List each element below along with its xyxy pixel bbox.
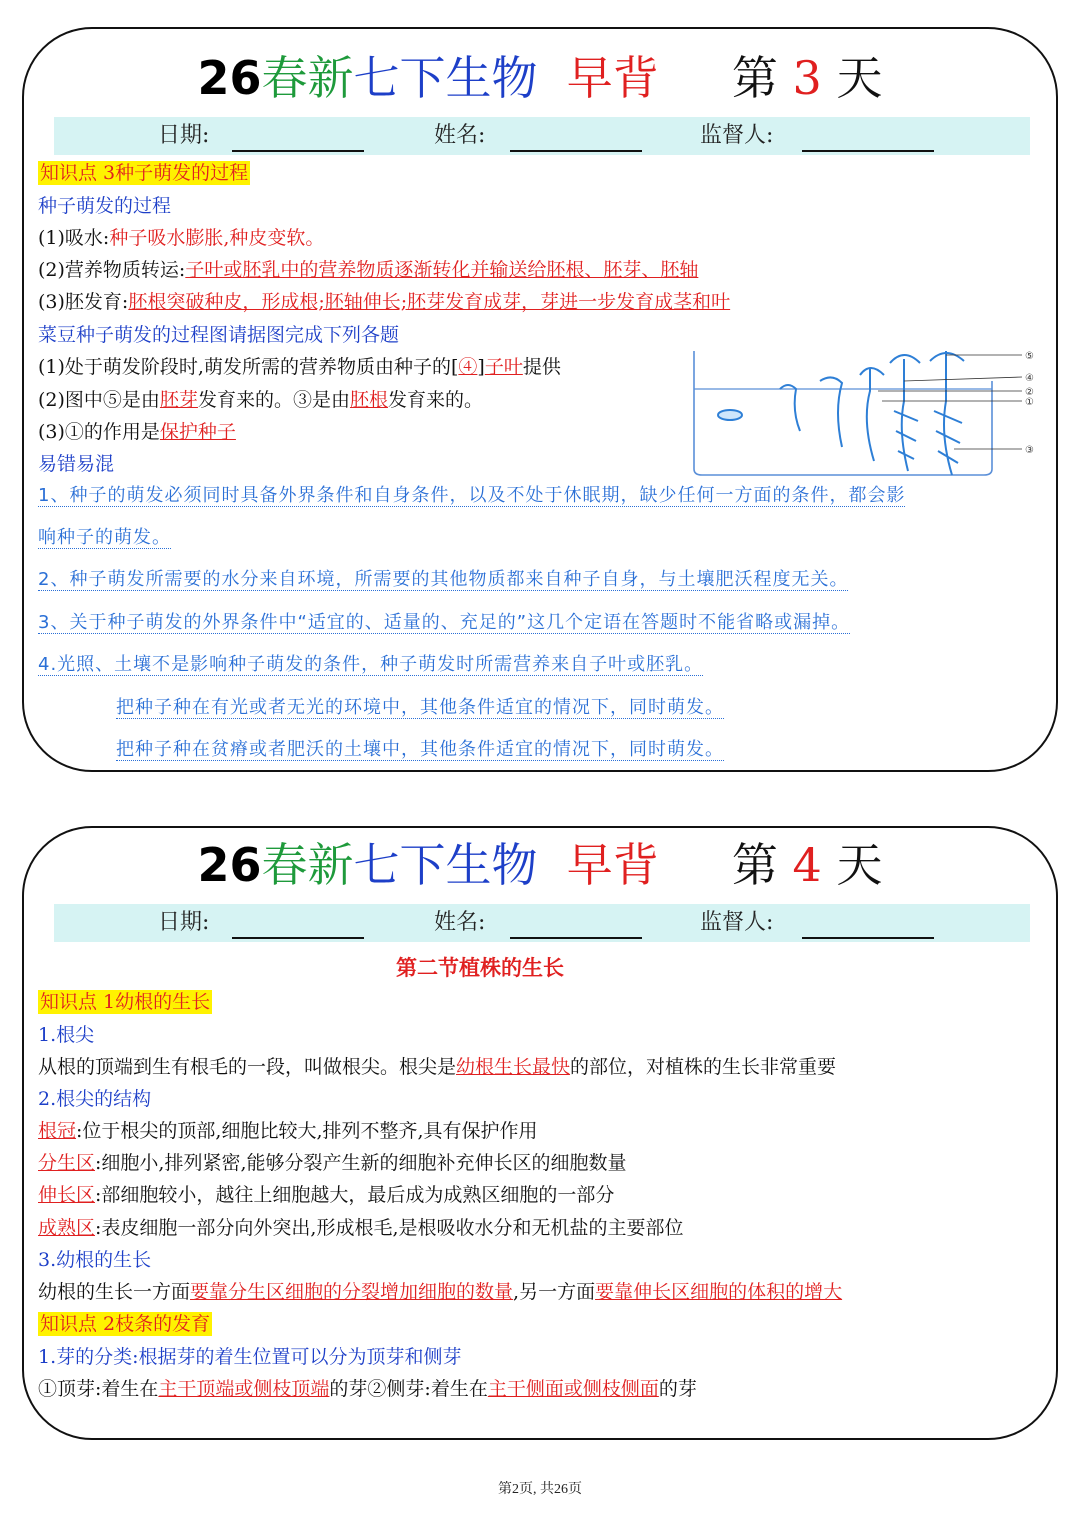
meristem-line: 分生区:细胞小,排列紧密,能够分裂产生新的细胞补充伸长区的细胞数量 bbox=[38, 1152, 627, 1174]
bean-germination-diagram bbox=[692, 351, 1042, 481]
name-label: 姓名: bbox=[434, 123, 486, 148]
question-2: (2)图中⑤是由胚芽发育来的。③是由胚根发育来的。 bbox=[38, 389, 483, 411]
elongation-line: 伸长区:部细胞较小，越往上细胞越大，最后成为成熟区细胞的一部分 bbox=[38, 1184, 615, 1206]
diagram-label-4: ④ bbox=[1025, 373, 1034, 384]
question-1: (1)处于萌发阶段时,萌发所需的营养物质由种子的[④]子叶提供 bbox=[38, 356, 561, 378]
error-line-4b: 把种子种在贫瘠或者肥沃的土壤中，其他条件适宜的情况下，同时萌发。 bbox=[116, 739, 724, 760]
question-heading: 菜豆种子萌发的过程图请据图完成下列各题 bbox=[38, 324, 400, 346]
supervisor-label: 监督人: bbox=[700, 910, 774, 935]
day3-title: 26春新七下生物 早背 第 3 天 bbox=[197, 51, 883, 105]
error-line-4: 4.光照、土壤不是影响种子萌发的条件，种子萌发时所需营养来自子叶或胚乳。 bbox=[38, 654, 704, 675]
kp2-heading: 知识点 2枝条的发育 bbox=[40, 1313, 211, 1335]
diagram-label-2: ② bbox=[1025, 387, 1034, 398]
diagram-label-5: ⑤ bbox=[1025, 351, 1034, 362]
diagram-label-3: ③ bbox=[1025, 445, 1034, 456]
supervisor-field[interactable] bbox=[802, 937, 934, 939]
maturation-line: 成熟区:表皮细胞一部分向外突出,形成根毛,是根吸收水分和无机盐的主要部位 bbox=[38, 1217, 684, 1239]
name-field[interactable] bbox=[510, 150, 642, 152]
step-3: (3)胚发育:胚根突破种皮，形成根;胚轴伸长;胚芽发育成芽，芽进一步发育成茎和叶 bbox=[38, 291, 731, 313]
error-line-3: 3、关于种子萌发的外界条件中“适宜的、适量的、充足的”这几个定语在答题时不能省略或漏掉。 bbox=[38, 612, 851, 633]
step-1: (1)吸水:种子吸水膨胀,种皮变软。 bbox=[38, 227, 325, 249]
supervisor-label: 监督人: bbox=[700, 123, 774, 148]
structure-heading: 2.根尖的结构 bbox=[38, 1088, 152, 1110]
bud-heading: 1.芽的分类:根据芽的着生位置可以分为顶芽和侧芽 bbox=[38, 1346, 462, 1368]
day3-card bbox=[22, 27, 1058, 772]
root-tip-heading: 1.根尖 bbox=[38, 1024, 95, 1046]
diagram-label-1: ① bbox=[1025, 397, 1034, 408]
section-title: 第二节植株的生长 bbox=[396, 955, 564, 980]
error-line-4a: 把种子种在有光或者无光的环境中，其他条件适宜的情况下，同时萌发。 bbox=[116, 697, 724, 718]
step-2: (2)营养物质转运:子叶或胚乳中的营养物质逐渐转化并输送给胚根、胚芽、胚轴 bbox=[38, 259, 699, 281]
question-3: (3)①的作用是保护种子 bbox=[38, 421, 236, 443]
kp1-heading: 知识点 1幼根的生长 bbox=[40, 991, 211, 1013]
root-tip-text: 从根的顶端到生有根毛的一段，叫做根尖。根尖是幼根生长最快的部位，对植株的生长非常重要 bbox=[38, 1056, 837, 1078]
date-label: 日期: bbox=[158, 123, 210, 148]
date-field[interactable] bbox=[232, 937, 364, 939]
bud-text: ①顶芽:着生在主干顶端或侧枝顶端的芽②侧芽:着生在主干侧面或侧枝侧面的芽 bbox=[38, 1378, 697, 1400]
date-field[interactable] bbox=[232, 150, 364, 152]
day3-info-bar bbox=[54, 117, 1030, 155]
kp3-heading: 知识点 3种子萌发的过程 bbox=[40, 162, 249, 184]
error-line-1: 1、种子的萌发必须同时具备外界条件和自身条件，以及不处于休眠期，缺少任何一方面的条件，都会影 bbox=[38, 485, 906, 506]
error-prone-heading: 易错易混 bbox=[38, 453, 115, 475]
error-line-1b: 响种子的萌发。 bbox=[38, 527, 171, 548]
supervisor-field[interactable] bbox=[802, 150, 934, 152]
day4-card bbox=[22, 826, 1058, 1440]
name-field[interactable] bbox=[510, 937, 642, 939]
growth-heading: 3.幼根的生长 bbox=[38, 1249, 152, 1271]
date-label: 日期: bbox=[158, 910, 210, 935]
germination-heading: 种子萌发的过程 bbox=[38, 195, 172, 217]
day4-title: 26春新七下生物 早背 第 4 天 bbox=[197, 838, 883, 892]
name-label: 姓名: bbox=[434, 910, 486, 935]
error-line-2: 2、种子萌发所需要的水分来自环境，所需要的其他物质都来自种子自身，与土壤肥沃程度无关。 bbox=[38, 569, 849, 590]
root-cap-line: 根冠:位于根尖的顶部,细胞比较大,排列不整齐,具有保护作用 bbox=[38, 1120, 538, 1142]
growth-text: 幼根的生长一方面要靠分生区细胞的分裂增加细胞的数量,另一方面要靠伸长区细胞的体积的增大 bbox=[38, 1281, 843, 1303]
day4-info-bar bbox=[54, 904, 1030, 942]
page-footer: 第2页, 共26页 bbox=[498, 1482, 582, 1497]
